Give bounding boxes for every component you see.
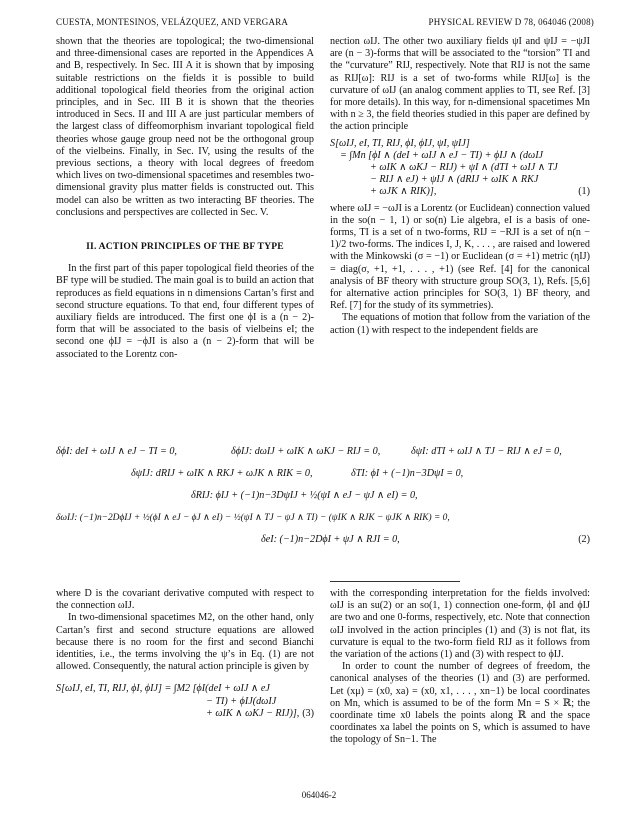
left-column-top — [56, 36, 314, 361]
eq1-line: S[ωIJ, eI, TI, RIJ, ϕI, ϕIJ, ψI, ψIJ] — [330, 137, 470, 149]
left-column-bottom — [56, 588, 314, 724]
paragraph-two-dim: In two-dimensional spacetimes M2, on the other hand, only Cartan’s first and second structure equations are allowed because there is no room for the first and second Bianchi identities, i.e., the terms involving the ψ’s in Eq. (1) are not allowed. Consequently, the natural action principle is given by — [56, 612, 314, 673]
equation-number: (3) — [302, 707, 314, 719]
equation-row: δTI: ϕI + (−1)n−3DψI = 0, — [351, 468, 464, 479]
eq3-line: − TI) + ϕIJ(dωIJ — [206, 695, 277, 707]
equation-row: δϕIJ: dωIJ + ωIK ∧ ωKJ − RIJ = 0, — [231, 446, 381, 457]
eq1-line: + ωIK ∧ ωKJ − RIJ) + ψI ∧ (dTI + ωIJ ∧ TJ — [370, 162, 558, 174]
eq1-line: + ωJK ∧ RIK)], — [370, 186, 437, 198]
header-journal: PHYSICAL REVIEW D 78, 064046 (2008) — [428, 17, 594, 27]
equation-row: δϕI: deI + ωIJ ∧ eJ − TI = 0, — [56, 446, 177, 457]
equation-row: δψIJ: dRIJ + ωIK ∧ RKJ + ωJK ∧ RIK = 0, — [131, 468, 313, 479]
eq3-line: + ωIK ∧ ωKJ − RIJ)], — [206, 707, 300, 719]
equation-number: (2) — [578, 534, 590, 545]
paragraph-covariant: where D is the covariant derivative computed with respect to the connection ωIJ. — [56, 588, 314, 612]
equation-3 — [56, 683, 314, 720]
paragraph-definitions: where ωIJ = −ωJI is a Lorentz (or Euclidean) connection valued in the so(n − 1, 1) or so(n) Lie algebra, eI is a basis of one-forms, TI is a set of n two-forms, RIJ = −RJI is a set of n(n − 1)/2 two-forms. The indices I, J, K, . . . , are raised and lowered with the Minkowski (σ = −1) or Euclidean (σ = +1) metric (ηIJ) = diag(σ, +1, +1, . . . , +1) (see Ref. [4] for the canonical analysis of BF theory with structure group SO(3, 1), Refs. [5,6] for alternative action principles for SO(3, 1) BF theory, and Ref. [7] for the study of its symmetries). — [330, 202, 590, 312]
equation-row: δψI: dTI + ωIJ ∧ TJ − RIJ ∧ eJ = 0, — [411, 446, 562, 457]
eq1-line: = ∫Mn [ϕI ∧ (deI + ωIJ ∧ eJ − TI) + ϕIJ ∧ (dωIJ — [340, 149, 544, 161]
equation-row: δωIJ: (−1)n−2DϕIJ + ½(ϕI ∧ eJ − ϕJ ∧ eI) − ½(ψI ∧ TJ − ψJ ∧ TI) − (ψIK ∧ RJK − ψJK ∧ RIK) = 0, — [56, 513, 450, 523]
intro-paragraph: shown that the theories are topological; the two-dimensional and three-dimensional cases are reported in the Appendices A and B, respectively. In Sec. III A it is shown that by imposing suitable restrictions on the fields it is possible to build additional topological field theories from the original action principles, and in Sec. III B it is shown that the theories introduced in Secs. II and III A are just particular members of the largest class of diffeomorphism invariant topological field theories whose gauge group need not be the orthogonal group of the vielbeins. Finally, in Sec. IV, using the results of the previous sections, a theory with local degrees of freedom which lives on two-dimensional spacetimes and resembles two-dimensional gravity plus matter fields is constructed out. This model can also be written as two interacting BF theories. The conclusions and perspectives are collected in Sec. V. — [56, 36, 314, 218]
eq3-line: S[ωIJ, eI, TI, RIJ, ϕI, ϕIJ] = ∫M2 [ϕI(deI + ωIJ ∧ eJ — [56, 683, 270, 695]
paragraph-interpretation: with the corresponding interpretation for the fields involved: ωIJ is an su(2) or an so(1, 1) connection one-form, ϕI and ϕIJ are two and one 0-forms, respectively, etc. Note that connection ωIJ involved in the action principles (1) and (3) is not flat, its curvature is equal to the two-form field RIJ as it follows from the variation of the actions (1) and (3) with respect to ϕIJ. — [330, 588, 590, 661]
equations-2-block — [56, 446, 590, 566]
section-paragraph: In the first part of this paper topological field theories of the BF type will be studied. The main goal is to build an action that reproduces as field equations in n dimensions Cartan’s first and second structure equations. To that end, four different types of auxiliary fields are introduced. The first one ϕI is a (n − 2)-form that will be associated to the basis of vielbeins eI; the second one ϕIJ = −ϕJI is also a (n − 2)-form that will be associated to the Lorentz con- — [56, 263, 314, 360]
header-authors: CUESTA, MONTESINOS, VELÁZQUEZ, AND VERGARA — [56, 17, 289, 27]
section-heading: II. ACTION PRINCIPLES OF THE BF TYPE — [86, 241, 284, 253]
equation-row: δeI: (−1)n−2DϕI + ψJ ∧ RJI = 0, — [261, 534, 400, 545]
running-header — [56, 17, 594, 27]
equation-number: (1) — [578, 186, 590, 198]
column-divider-rule — [330, 581, 460, 582]
right-column-top — [330, 36, 590, 337]
eq1-line: − RIJ ∧ eJ) + ψIJ ∧ (dRIJ + ωIK ∧ RKJ — [370, 174, 539, 186]
paragraph-canonical: In order to count the number of degrees of freedom, the canonical analyses of the theories (1) and (3) are performed. Let (xμ) = (x0, xa) = (x0, x1, . . . , xn−1) be local coordinates on Mn, which is assumed to be of the form Mn = S × ℝ; the coordinate time x0 labels the points along ℝ and the space coordinates xa label the points on S, which is assumed to have the topology of Sn−1. The — [330, 661, 590, 746]
page-number: 064046-2 — [301, 790, 337, 800]
equation-1 — [330, 138, 590, 199]
paragraph-equations-intro: The equations of motion that follow from the variation of the action (1) with respect to the independent fields are — [330, 312, 590, 336]
right-column-bottom — [330, 588, 590, 747]
equation-row: δRIJ: ϕIJ + (−1)n−3DψIJ + ½(ψI ∧ eJ − ψJ ∧ eI) = 0, — [191, 490, 418, 501]
paragraph-connection: nection ωIJ. The other two auxiliary fields ψI and ψIJ = −ψJI are (n − 3)-forms that will be associated to the “torsion” TI and the “curvature” RIJ, respectively. Note that RIJ is not the same as RIJ[ω]: RIJ is a set of two-forms while RIJ[ω] is the curvature of ωIJ (an analog comment applies to TI, see Ref. [3] for more details). In this way, for n-dimensional spacetimes Mn with n ≥ 3, the field theories studied in this paper are defined by the action principle — [330, 36, 590, 133]
